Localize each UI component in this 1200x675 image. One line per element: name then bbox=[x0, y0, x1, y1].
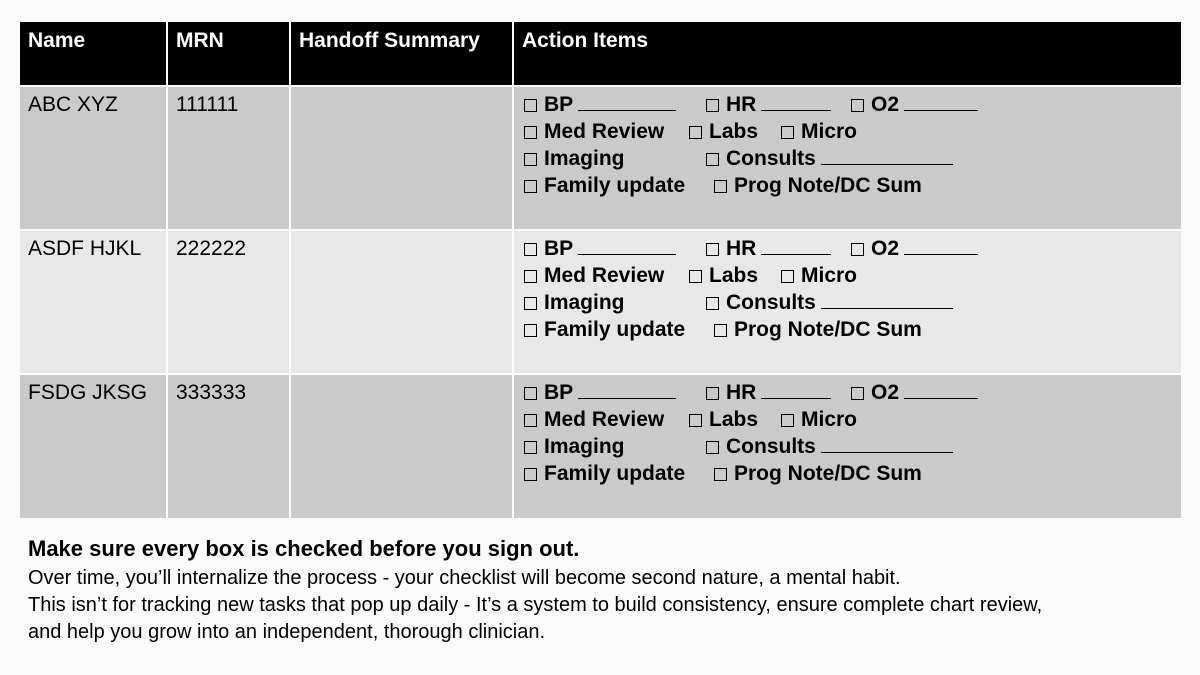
patient-name: ABC XYZ bbox=[20, 86, 167, 230]
action-items-cell bbox=[513, 230, 1181, 374]
fill-in-blank[interactable] bbox=[904, 379, 978, 399]
action-item-label: HR bbox=[726, 381, 757, 404]
action-item-bp bbox=[524, 235, 676, 262]
action-item-label: O2 bbox=[871, 93, 900, 116]
checkbox-icon[interactable] bbox=[706, 243, 719, 256]
checkbox-icon[interactable] bbox=[781, 270, 794, 283]
action-item-label: Family update bbox=[544, 462, 686, 485]
checkbox-icon[interactable] bbox=[706, 387, 719, 400]
footer-line-1: Over time, you’ll internalize the process - your checklist will become second nature, a mental habit. bbox=[28, 567, 901, 589]
fill-in-blank[interactable] bbox=[578, 379, 676, 399]
checkbox-icon[interactable] bbox=[851, 243, 864, 256]
action-item-label: Prog Note/DC Sum bbox=[734, 318, 922, 341]
action-item-consults bbox=[706, 289, 953, 316]
patient-mrn: 111111 bbox=[167, 86, 290, 230]
action-line bbox=[524, 145, 1173, 172]
action-item-label: Prog Note/DC Sum bbox=[734, 174, 922, 197]
checkbox-icon[interactable] bbox=[714, 180, 727, 193]
checkbox-icon[interactable] bbox=[524, 297, 537, 310]
header-row bbox=[20, 22, 1181, 86]
action-item-label: BP bbox=[544, 93, 574, 116]
header-action-items: Action Items bbox=[522, 29, 649, 52]
action-item-label: HR bbox=[726, 237, 757, 260]
checkbox-icon[interactable] bbox=[524, 180, 537, 193]
action-item-label: Med Review bbox=[544, 120, 665, 143]
table-row bbox=[20, 86, 1181, 230]
action-item-label: O2 bbox=[871, 381, 900, 404]
action-item-label: Med Review bbox=[544, 408, 665, 431]
fill-in-blank[interactable] bbox=[761, 235, 831, 255]
footer-line-3: and help you grow into an independent, thorough clinician. bbox=[28, 621, 546, 643]
action-item-med-review bbox=[524, 262, 664, 289]
checkbox-icon[interactable] bbox=[714, 468, 727, 481]
header-handoff-summary: Handoff Summary bbox=[290, 22, 513, 86]
fill-in-blank[interactable] bbox=[904, 235, 978, 255]
checkbox-icon[interactable] bbox=[851, 99, 864, 112]
action-item-micro bbox=[781, 406, 857, 433]
footer bbox=[28, 536, 1188, 646]
action-line bbox=[524, 316, 1173, 343]
checkbox-icon[interactable] bbox=[524, 243, 537, 256]
action-item-label: Consults bbox=[726, 435, 816, 458]
action-line bbox=[524, 460, 1173, 487]
checkbox-icon[interactable] bbox=[524, 387, 537, 400]
checkbox-icon[interactable] bbox=[781, 126, 794, 139]
action-item-label: Labs bbox=[709, 264, 759, 287]
action-item-label: Labs bbox=[709, 120, 759, 143]
action-line bbox=[524, 235, 1173, 262]
action-line bbox=[524, 172, 1173, 199]
action-line bbox=[524, 289, 1173, 316]
checkbox-icon[interactable] bbox=[524, 99, 537, 112]
action-item-label: HR bbox=[726, 93, 757, 116]
checkbox-icon[interactable] bbox=[524, 270, 537, 283]
action-item-label: Med Review bbox=[544, 264, 665, 287]
checkbox-icon[interactable] bbox=[714, 324, 727, 337]
checkbox-icon[interactable] bbox=[524, 153, 537, 166]
action-item-o2 bbox=[851, 379, 978, 406]
fill-in-blank[interactable] bbox=[578, 235, 676, 255]
checkbox-icon[interactable] bbox=[524, 126, 537, 139]
action-item-label: BP bbox=[544, 237, 574, 260]
header-mrn: MRN bbox=[167, 22, 290, 86]
fill-in-blank[interactable] bbox=[821, 145, 953, 165]
action-item-med-review bbox=[524, 406, 664, 433]
handoff-table bbox=[20, 22, 1181, 518]
fill-in-blank[interactable] bbox=[761, 91, 831, 111]
action-item-labs bbox=[689, 118, 758, 145]
footer-title: Make sure every box is checked before you sign out. bbox=[28, 536, 580, 561]
checkbox-icon[interactable] bbox=[706, 153, 719, 166]
table-row bbox=[20, 374, 1181, 518]
checkbox-icon[interactable] bbox=[524, 441, 537, 454]
action-item-o2 bbox=[851, 235, 978, 262]
footer-line-2: This isn’t for tracking new tasks that pop up daily - It’s a system to build consistency, ensure complete chart review, bbox=[28, 594, 1043, 616]
checkbox-icon[interactable] bbox=[706, 441, 719, 454]
action-item-imaging bbox=[524, 145, 625, 172]
action-item-label: Imaging bbox=[544, 291, 625, 314]
checkbox-icon[interactable] bbox=[689, 414, 702, 427]
action-line bbox=[524, 91, 1173, 118]
fill-in-blank[interactable] bbox=[904, 91, 978, 111]
action-line bbox=[524, 379, 1173, 406]
action-item-label: Micro bbox=[801, 408, 858, 431]
action-item-hr bbox=[706, 235, 831, 262]
action-item-bp bbox=[524, 91, 676, 118]
action-item-label: Family update bbox=[544, 174, 686, 197]
patient-mrn: 333333 bbox=[167, 374, 290, 518]
action-item-micro bbox=[781, 262, 857, 289]
action-item-label: Imaging bbox=[544, 147, 625, 170]
action-item-hr bbox=[706, 91, 831, 118]
checkbox-icon[interactable] bbox=[524, 468, 537, 481]
action-item-o2 bbox=[851, 91, 978, 118]
action-item-consults bbox=[706, 433, 953, 460]
action-item-labs bbox=[689, 406, 758, 433]
action-item-micro bbox=[781, 118, 857, 145]
action-item-family-update bbox=[524, 460, 685, 487]
handoff-summary[interactable] bbox=[290, 86, 513, 230]
action-item-consults bbox=[706, 145, 953, 172]
action-line bbox=[524, 118, 1173, 145]
header-name: Name bbox=[20, 22, 167, 86]
handoff-summary[interactable] bbox=[290, 230, 513, 374]
action-item-family-update bbox=[524, 172, 685, 199]
action-item-med-review bbox=[524, 118, 664, 145]
action-item-imaging bbox=[524, 433, 625, 460]
action-line bbox=[524, 406, 1173, 433]
action-item-label: BP bbox=[544, 381, 574, 404]
checkbox-icon[interactable] bbox=[689, 126, 702, 139]
checkbox-icon[interactable] bbox=[524, 324, 537, 337]
checkbox-icon[interactable] bbox=[524, 414, 537, 427]
fill-in-blank[interactable] bbox=[821, 289, 953, 309]
table-row bbox=[20, 230, 1181, 374]
fill-in-blank[interactable] bbox=[578, 91, 676, 111]
action-item-hr bbox=[706, 379, 831, 406]
action-item-labs bbox=[689, 262, 758, 289]
action-item-label: O2 bbox=[871, 237, 900, 260]
action-items-cell bbox=[513, 374, 1181, 518]
checkbox-icon[interactable] bbox=[689, 270, 702, 283]
action-item-label: Labs bbox=[709, 408, 759, 431]
action-item-label: Family update bbox=[544, 318, 686, 341]
action-item-label: Consults bbox=[726, 291, 816, 314]
action-item-bp bbox=[524, 379, 676, 406]
checkbox-icon[interactable] bbox=[706, 297, 719, 310]
action-item-label: Prog Note/DC Sum bbox=[734, 462, 922, 485]
fill-in-blank[interactable] bbox=[761, 379, 831, 399]
action-item-prog-note bbox=[714, 316, 922, 343]
action-line bbox=[524, 262, 1173, 289]
patient-name: ASDF HJKL bbox=[20, 230, 167, 374]
action-item-label: Micro bbox=[801, 264, 858, 287]
action-item-label: Imaging bbox=[544, 435, 625, 458]
action-item-label: Consults bbox=[726, 147, 816, 170]
action-item-label: Micro bbox=[801, 120, 858, 143]
action-item-prog-note bbox=[714, 172, 922, 199]
checkbox-icon[interactable] bbox=[781, 414, 794, 427]
action-line bbox=[524, 433, 1173, 460]
patient-name: FSDG JKSG bbox=[20, 374, 167, 518]
action-item-family-update bbox=[524, 316, 685, 343]
action-item-prog-note bbox=[714, 460, 922, 487]
fill-in-blank[interactable] bbox=[821, 433, 953, 453]
action-items-cell bbox=[513, 86, 1181, 230]
checkbox-icon[interactable] bbox=[706, 99, 719, 112]
patient-mrn: 222222 bbox=[167, 230, 290, 374]
action-item-imaging bbox=[524, 289, 625, 316]
handoff-summary[interactable] bbox=[290, 374, 513, 518]
checkbox-icon[interactable] bbox=[851, 387, 864, 400]
